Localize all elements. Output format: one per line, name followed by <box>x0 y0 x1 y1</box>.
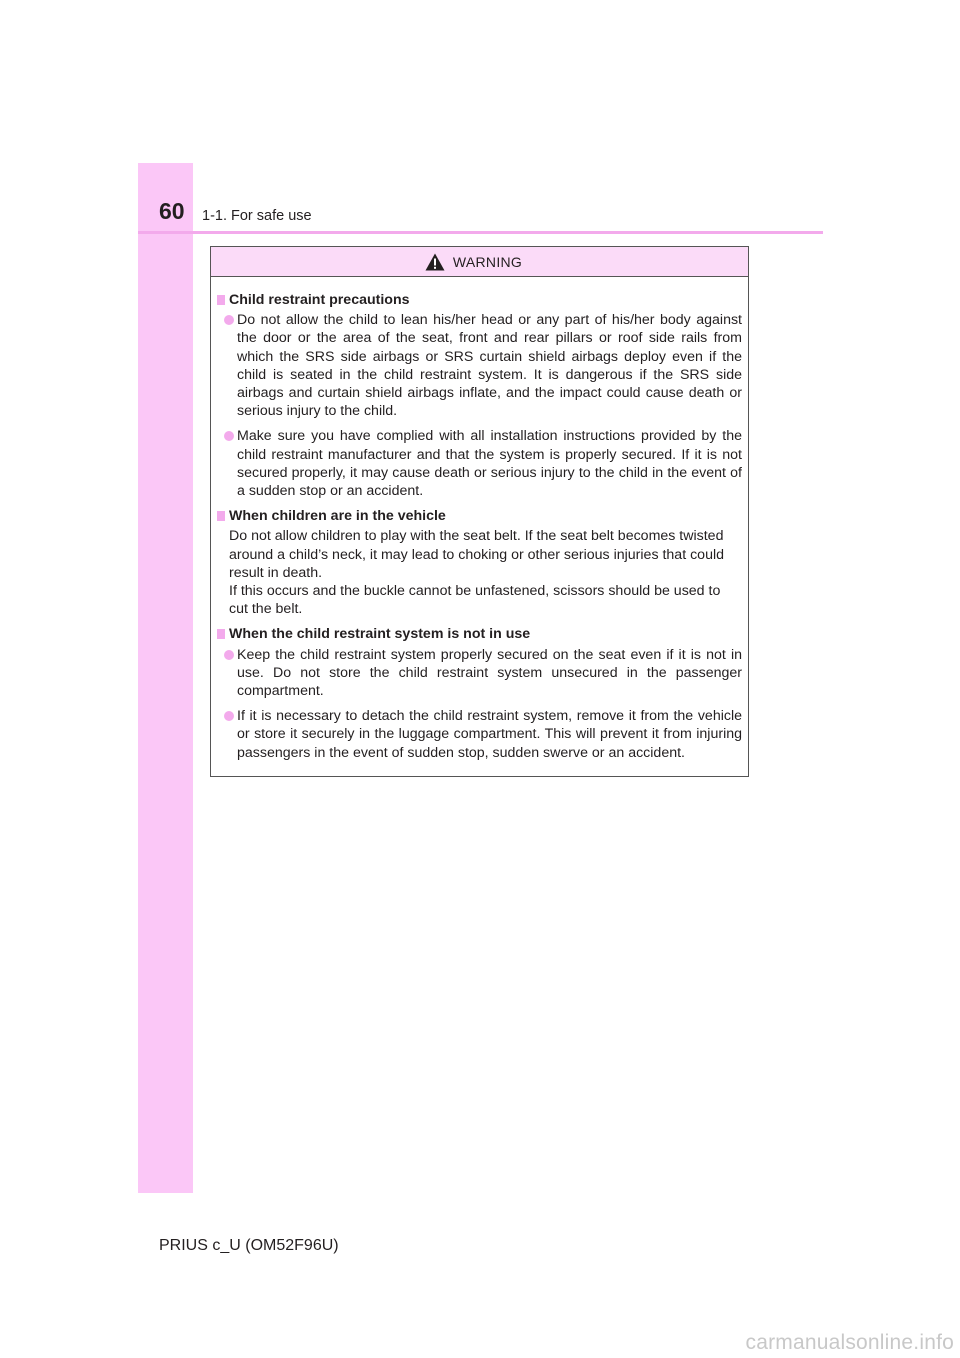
header-rule <box>138 231 823 234</box>
warning-triangle-icon <box>425 253 445 271</box>
warning-label: WARNING <box>452 253 523 270</box>
section-heading-text: When the child restraint system is not in use <box>229 626 531 643</box>
paragraph: If this occurs and the buckle cannot be unfastened, scissors should be used to cut the belt. <box>229 583 721 618</box>
section-heading-text: Child restraint precautions <box>229 292 410 308</box>
bullet-item <box>217 707 742 762</box>
section-heading <box>217 625 742 643</box>
section-heading <box>217 291 742 309</box>
bullet-text: Do not allow the child to lean his/her head or any part of his/her body against the door or the area of the seat, front and rear pillars or roof side rails from which the SRS side airbags or SRS curtain shield airbags deploy even if the child is seated in the child restraint system. It is dangerous if the SRS side airbags and curtain shield airbags inflate, and the impact could cause death or serious injury to the child. <box>237 312 742 420</box>
bullet-item <box>217 311 742 420</box>
section-heading <box>217 507 742 525</box>
paragraph: Do not allow children to play with the seat belt. If the seat belt becomes twisted around a child’s neck, it may lead to choking or other serious injuries that could result in death. <box>229 528 724 581</box>
footer-model: PRIUS c_U (OM52F96U) <box>159 1237 339 1254</box>
bullet-text: Keep the child restraint system properly secured on the seat even if it is not in use. Do not store the child restraint system unsecured in the passenger compartment. <box>237 646 742 700</box>
bullet-item <box>217 427 742 500</box>
warning-header <box>211 247 748 277</box>
bullet-item <box>217 646 742 701</box>
circle-bullet-icon <box>224 711 234 721</box>
bullet-text: Make sure you have complied with all installation instructions provided by the child restraint manufacturer and that the system is properly secured. If it is not secured properly, it may cause death or serious injury to the child in the event of a sudden stop or an accident. <box>237 428 742 500</box>
circle-bullet-icon <box>224 315 234 325</box>
warning-body <box>211 277 748 762</box>
square-bullet-icon <box>217 511 225 521</box>
section-heading-text: When children are in the vehicle <box>229 508 446 525</box>
circle-bullet-icon <box>224 650 234 660</box>
section-title: 1-1. For safe use <box>202 208 312 224</box>
square-bullet-icon <box>217 295 225 305</box>
bullet-text: If it is necessary to detach the child restraint system, remove it from the vehicle or store it securely in the luggage compartment. This will prevent it from injuring passengers in the event of sudden stop, sudden swerve or an accident. <box>237 708 742 761</box>
warning-box <box>210 246 749 777</box>
page-number: 60 <box>159 198 185 224</box>
square-bullet-icon <box>217 629 225 639</box>
circle-bullet-icon <box>224 431 234 441</box>
side-tab <box>138 163 193 1193</box>
watermark: carmanualsonline.info <box>745 1331 954 1354</box>
